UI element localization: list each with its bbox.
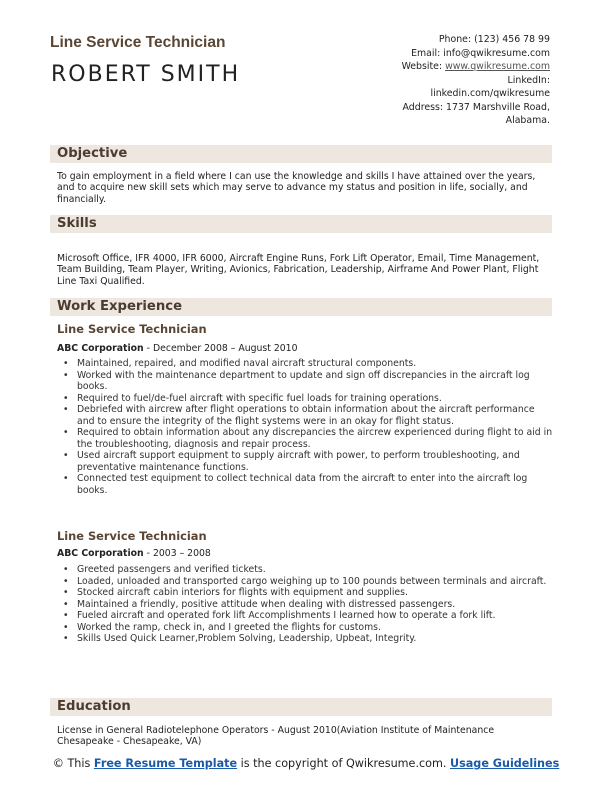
footer (0, 757, 612, 771)
footer-middle: is the copyright of Qwikresume.com. (237, 757, 451, 770)
job-2-company: ABC Corporation (57, 548, 144, 559)
list-item: • Required to obtain information about any discrepancies the aircrew experienced during flight to aid in the troubleshooting, diagnosis and repair process. (57, 427, 553, 450)
education-heading: Education (57, 699, 131, 714)
skills-heading: Skills (57, 216, 97, 231)
job-1-title: Line Service Technician (57, 322, 207, 336)
website-label: Website: (401, 61, 446, 72)
list-item: • Loaded, unloaded and transported cargo weighing up to 100 pounds between terminals and aircraft. (57, 576, 553, 588)
footer-prefix: © This (52, 757, 94, 770)
list-item: • Worked the ramp, check in, and I greeted the flights for customs. (57, 622, 553, 634)
contact-linkedin-label: LinkedIn: (507, 74, 550, 86)
skills-text: Microsoft Office, IFR 4000, IFR 6000, Aircraft Engine Runs, Fork Lift Operator, Email, Time Management, Team Building, Team Player, Writing, Avionics, Fabrication, Leadership, Airframe And Power Plant, Flight Line Taxi Qualified. (57, 253, 540, 287)
contact-email: Email: info@qwikresume.com (411, 47, 550, 59)
list-item: • Maintained, repaired, and modified naval aircraft structural components. (57, 358, 553, 370)
job-1-dates: - December 2008 – August 2010 (143, 343, 298, 354)
usage-guidelines-link[interactable]: Usage Guidelines (450, 757, 560, 770)
education-heading-bar (50, 698, 552, 716)
job-1-bullets (57, 358, 553, 496)
objective-text: To gain employment in a field where I can use the knowledge and skills I have attained over the years, and to acquire new skill sets which may serve to advance my status and position in life, socially, and financially. (57, 171, 536, 205)
list-item: • Skills Used Quick Learner,Problem Solving, Leadership, Upbeat, Integrity. (57, 633, 553, 645)
list-item: • Used aircraft support equipment to supply aircraft with power, to perform troubleshooting, and preventative maintenance functions. (57, 450, 553, 473)
list-item: • Required to fuel/de-fuel aircraft with specific fuel loads for training operations. (57, 393, 553, 405)
job-title: Line Service Technician (50, 34, 226, 51)
contact-phone: Phone: (123) 456 78 99 (438, 34, 550, 45)
skills-heading-bar (50, 215, 552, 233)
education-text: License in General Radiotelephone Operators - August 2010(Aviation Institute of Maintenance Chesapeake - Chesapeake, VA) (57, 725, 495, 748)
job-1-employer (57, 343, 298, 354)
contact-address-line1: Address: 1737 Marshville Road, (402, 101, 550, 113)
list-item: • Maintained a friendly, positive attitude when dealing with distressed passengers. (57, 599, 553, 611)
contact-address-line2: Alabama. (505, 115, 550, 126)
job-2-employer (57, 548, 211, 559)
list-item: • Connected test equipment to collect technical data from the aircraft to enter into the aircraft log books. (57, 473, 553, 496)
free-resume-template-link[interactable]: Free Resume Template (93, 757, 238, 770)
candidate-name: ROBERT SMITH (51, 62, 241, 87)
objective-heading-bar (50, 145, 552, 163)
job-2-title: Line Service Technician (57, 529, 207, 543)
contact-linkedin-url: linkedin.com/qwikresume (430, 88, 550, 99)
contact-block (310, 33, 550, 128)
objective-heading: Objective (57, 146, 128, 161)
list-item: • Stocked aircraft cabin interiors for flights with equipment and supplies. (57, 587, 553, 599)
list-item: • Fueled aircraft and operated fork lift Accomplishments I learned how to operate a fork lift. (57, 610, 553, 622)
work-heading-bar (50, 298, 552, 316)
website-link[interactable]: www.qwikresume.com (445, 61, 550, 72)
list-item: • Greeted passengers and verified tickets. (57, 564, 553, 576)
list-item: • Worked with the maintenance department to update and sign off discrepancies in the aircraft log books. (57, 370, 553, 393)
job-2-dates: - 2003 – 2008 (143, 548, 211, 559)
list-item: • Debriefed with aircrew after flight operations to obtain information about the aircraft performance and to ensure the integrity of the flight systems were in an okay for flight status. (57, 404, 553, 427)
job-1-company: ABC Corporation (57, 343, 144, 354)
job-2-bullets (57, 564, 553, 645)
contact-website (310, 60, 550, 74)
work-heading: Work Experience (57, 299, 183, 314)
